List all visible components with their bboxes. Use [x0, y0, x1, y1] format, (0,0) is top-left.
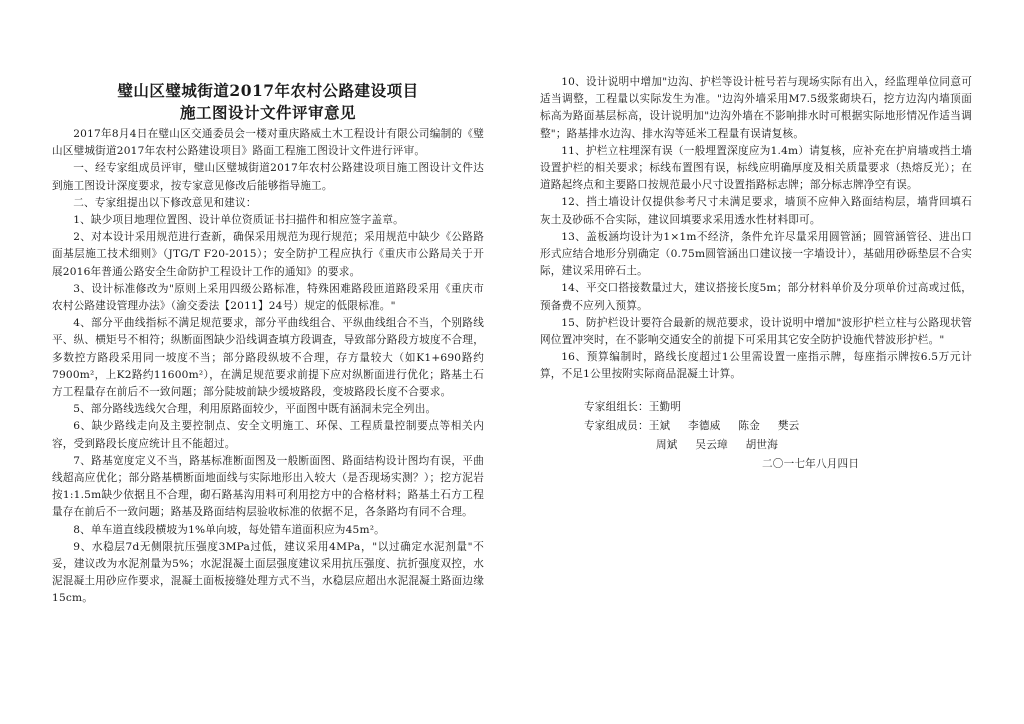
list-item: 8、单车道直线段横坡为1%单向坡，每处错车道面积应为45m²。 — [73, 523, 385, 536]
left-column — [52, 70, 484, 608]
document-title-line1: 璧山区璧城街道2017年农村公路建设项目 — [117, 81, 419, 100]
list-item: 5、部分路线选线欠合理，利用原路面较少，平面图中既有涵洞未完全列出。 — [73, 403, 437, 416]
list-item: 7、路基宽度定义不当，路基标准断面图及一般断面图、路面结构设计图均有误，平曲线超高应优化；部分路基横断面地面线与实际地形出入较大（是否现场实测？）；挖方泥岩按1:1.5m缺少依据且不合理，砌石路基沟用料可利用挖方中的合格材料；路基土石方工程量存在前后不一致问题；路基及路面结构层验收标准的依据不足，各条路均有同不合理。 — [52, 454, 484, 519]
document-title-line2: 施工图设计文件评审意见 — [179, 103, 356, 122]
list-item: 3、设计标准修改为"原则上采用四级公路标准，特殊困难路段匝道路段采用《重庆市农村公路建设管理办法》（渝交委法【2011】24号）规定的低限标准。" — [52, 282, 484, 313]
right-column — [540, 74, 972, 474]
list-item: 15、防护栏设计要符合最新的规范要求，设计说明中增加"波形护栏立柱与公路现状管网位置冲突时，在不影响交通安全的前提下可采用其它安全防护设施代替波形护栏。" — [540, 316, 972, 347]
list-item: 2、对本设计采用规范进行查新，确保采用规范为现行规范；采用规范中缺少《公路路面基层施工技术细则》（JTG/T F20-2015）；安全防护工程应执行《重庆市公路局关于开展2016年普通公路安全生命防护工程设计工作的通知》的要求。 — [52, 231, 484, 278]
list-item: 4、部分平曲线指标不满足规范要求，部分平曲线组合、平纵曲线组合不当，个别路线平、纵、横矩号不相符；纵断面图缺少沿线调查填方段调查，导致部分路段方坡度不合理，多数控方路段采用同一坡度不当；部分路段纵坡不合理，存方量较大（如K1+690路约7900m²，上K2路约11600m²），在满足规范要求前提下应对纵断面进行优化；路基土石方工程量存在前后不一致问题；部分陡坡前缺少缓坡路段，变坡路段长度不合要求。 — [52, 317, 484, 399]
list-item: 10、设计说明中增加"边沟、护栏等设计桩号若与现场实际有出入，经监理单位同意可适当调整，工程量以实际发生为准。"边沟外墙采用M7.5级浆砌块石，挖方边沟内墙顶面标高为路面基层标高，设计说明加"边沟外墙在不影响排水时可根据实际地形情况作适当调整"；路基排水边沟、排水沟等延米工程量有误请复核。 — [540, 76, 972, 140]
list-item: 14、平交口搭接数量过大，建议搭接长度5m；部分材料单价及分项单价过高或过低，预备费不应列入预算。 — [540, 282, 972, 312]
list-item: 1、缺少项目地理位置图、设计单位资质证书扫描件和相应签字盖章。 — [73, 214, 404, 227]
expert-members-line2: 周斌 吴云璋 胡世海 — [656, 438, 779, 451]
signature-date: 二〇一七年八月四日 — [762, 457, 860, 470]
list-item: 9、水稳层7d无侧限抗压强度3MPa过低，建议采用4MPa，"以过确定水泥剂量"不妥，建议改为水泥剂量为5%；水泥混凝土面层强度建议采用抗压强度、抗折强度双控，水泥混凝土用砂应作要求，混凝土面板接缝处理方式不当，水稳层应超出水泥混凝土路面边缘15cm。 — [52, 540, 484, 605]
list-item: 12、挡土墙设计仅提供参考尺寸未满足要求，墙顶不应伸入路面结构层，墙背回填石灰土及砂砾不合实际，建议回填要求采用透水性材料即可。 — [540, 196, 972, 226]
expert-leader: 专家组组长：王勤明 — [584, 400, 682, 413]
expert-members-line1: 专家组成员：王斌 李德威 陈金 樊云 — [584, 419, 800, 432]
opinion-paragraph-2: 二、专家组提出以下修改意见和建议： — [73, 196, 257, 209]
signature-block — [540, 398, 972, 474]
opinion-paragraph-1: 一、经专家组成员评审，璧山区璧城街道2017年农村公路建设项目施工图设计文件达到施工图设计深度要求，按专家意见修改后能够指导施工。 — [52, 162, 484, 192]
intro-paragraph: 2017年8月4日在璧山区交通委员会一楼对重庆路威土木工程设计有限公司编制的《璧山区璧城街道2017年农村公路建设项目》路面工程施工图设计文件进行评审。 — [52, 128, 484, 158]
list-item: 11、护栏立柱埋深有误（一般埋置深度应为1.4m）请复核，应补充在护肩墙或挡土墙设置护栏的相关要求；标线布置图有误，标线应明确厚度及相关质量要求（热熔反光）；在道路起终点和主要路口按规范最小尺寸设置指路标志牌；部分标志牌净空有误。 — [540, 144, 972, 192]
list-item: 13、盖板涵均设计为1×1m不经济，条件允许尽量采用圆管涵；圆管涵管径、进出口形式应结合地形分别确定（0.75m圆管涵出口建议接一字墙设计），基础用砂砾垫层不合实际，建议采用碎石土。 — [540, 230, 972, 278]
list-item: 16、预算编制时，路线长度超过1公里需设置一座指示牌，每座指示牌按6.5万元计算，不足1公里按附实际商品混凝土计算。 — [540, 351, 972, 381]
list-item: 6、缺少路线走向及主要控制点、安全文明施工、环保、工程质量控制要点等相关内容，受到路段长度应统计且不能超过。 — [52, 420, 484, 450]
